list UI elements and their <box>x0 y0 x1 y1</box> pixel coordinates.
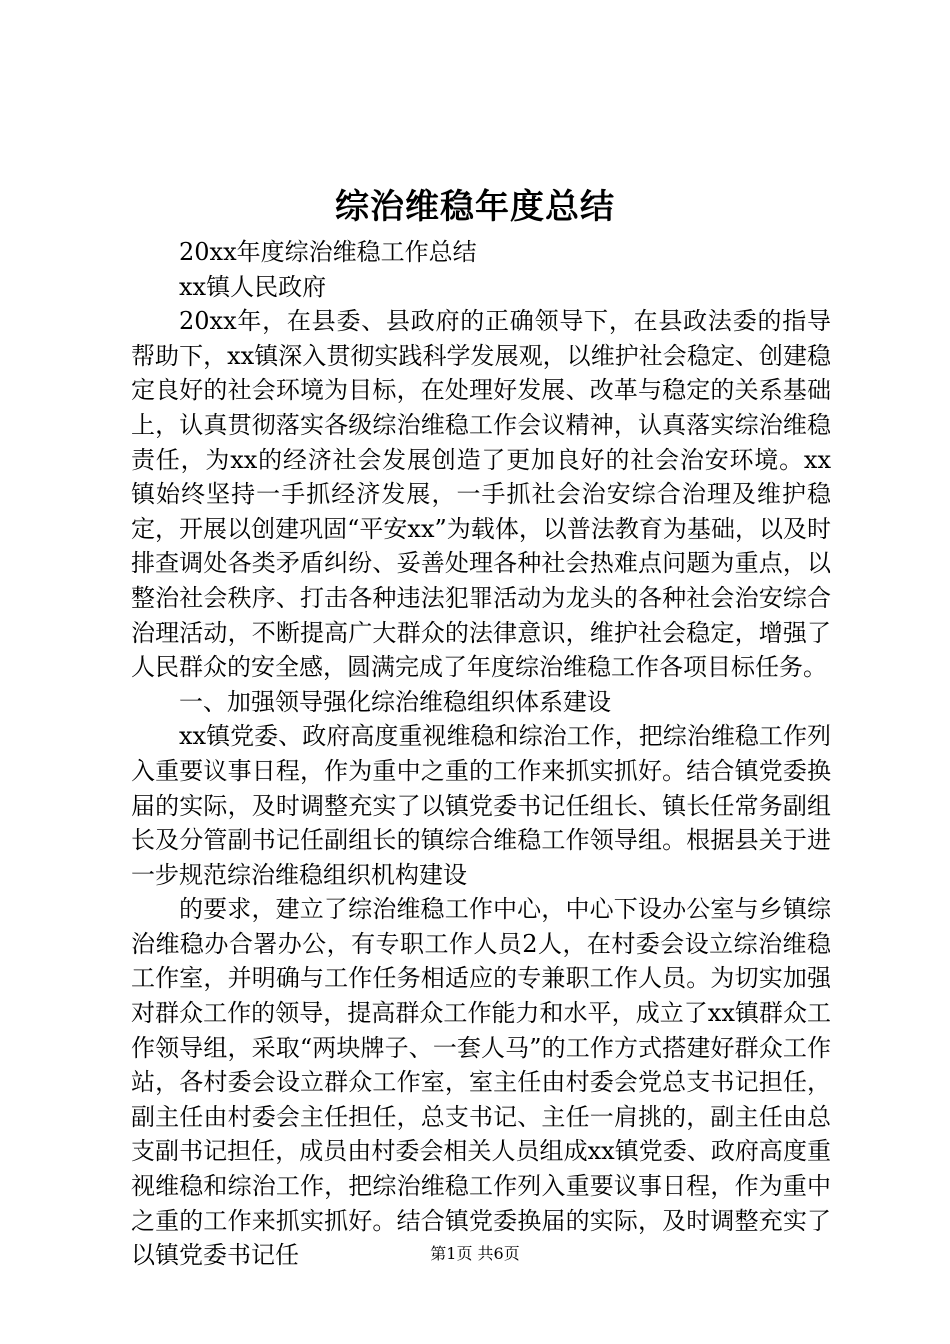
paragraph-section-1-cont: 的要求，建立了综治维稳工作中心，中心下设办公室与乡镇综治维稳办合署办公，有专职工作人员2人，在村委会设立综治维稳工作室，并明确与工作任务相适应的专兼职工作人员。为切实加强对群众工作的领导，提高群众工作能力和水平，成立了xx镇群众工作领导组，采取“两块牌子、一套人马”的工作方式搭建好群众工作站，各村委会设立群众工作室，室主任由村委会党总支书记担任，副主任由村委会主任担任，总支书记、主任一肩挑的，副主任由总支副书记担任，成员由村委会相关人员组成xx镇党委、政府高度重视维稳和综治工作，把综治维稳工作列入重要议事日程，作为重中之重的工作来抓实抓好。结合镇党委换届的实际，及时调整充实了以镇党委书记任 <box>131 895 831 1270</box>
document-organization: xx镇人民政府 <box>179 272 327 301</box>
paragraph-section-1: xx镇党委、政府高度重视维稳和综治工作，把综治维稳工作列入重要议事日程，作为重中之重的工作来抓实抓好。结合镇党委换届的实际，及时调整充实了以镇党委书记任组长、镇长任常务副组长及分管副书记任副组长的镇综合维稳工作领导组。根据县关于进一步规范综治维稳组织机构建设 <box>131 722 831 889</box>
document-title: 综治维稳年度总结 <box>335 187 615 227</box>
document-subtitle: 20xx年度综治维稳工作总结 <box>179 238 477 266</box>
page-number: 第1页 共6页 <box>430 1244 520 1263</box>
section-heading-1: 一、加强领导强化综治维稳组织体系建设 <box>179 687 611 716</box>
document-body <box>131 235 831 1273</box>
paragraph-intro: 20xx年，在县委、县政府的正确领导下，在县政法委的指导帮助下，xx镇深入贯彻实践科学发展观，以维护社会稳定、创建稳定良好的社会环境为目标，在处理好发展、改革与稳定的关系基础上，认真贯彻落实各级综治维稳工作会议精神，认真落实综治维稳责任，为xx的经济社会发展创造了更加良好的社会治安环境。xx镇始终坚持一手抓经济发展，一手抓社会治安综合治理及维护稳定，开展以创建巩固“平安xx”为载体，以普法教育为基础，以及时排查调处各类矛盾纠纷、妥善处理各种社会热难点问题为重点，以整治社会秩序、打击各种违法犯罪活动为龙头的各种社会治安综合治理活动，不断提高广大群众的法律意识，维护社会稳定，增强了人民群众的安全感，圆满完成了年度综治维稳工作各项目标任务。 <box>131 307 831 682</box>
